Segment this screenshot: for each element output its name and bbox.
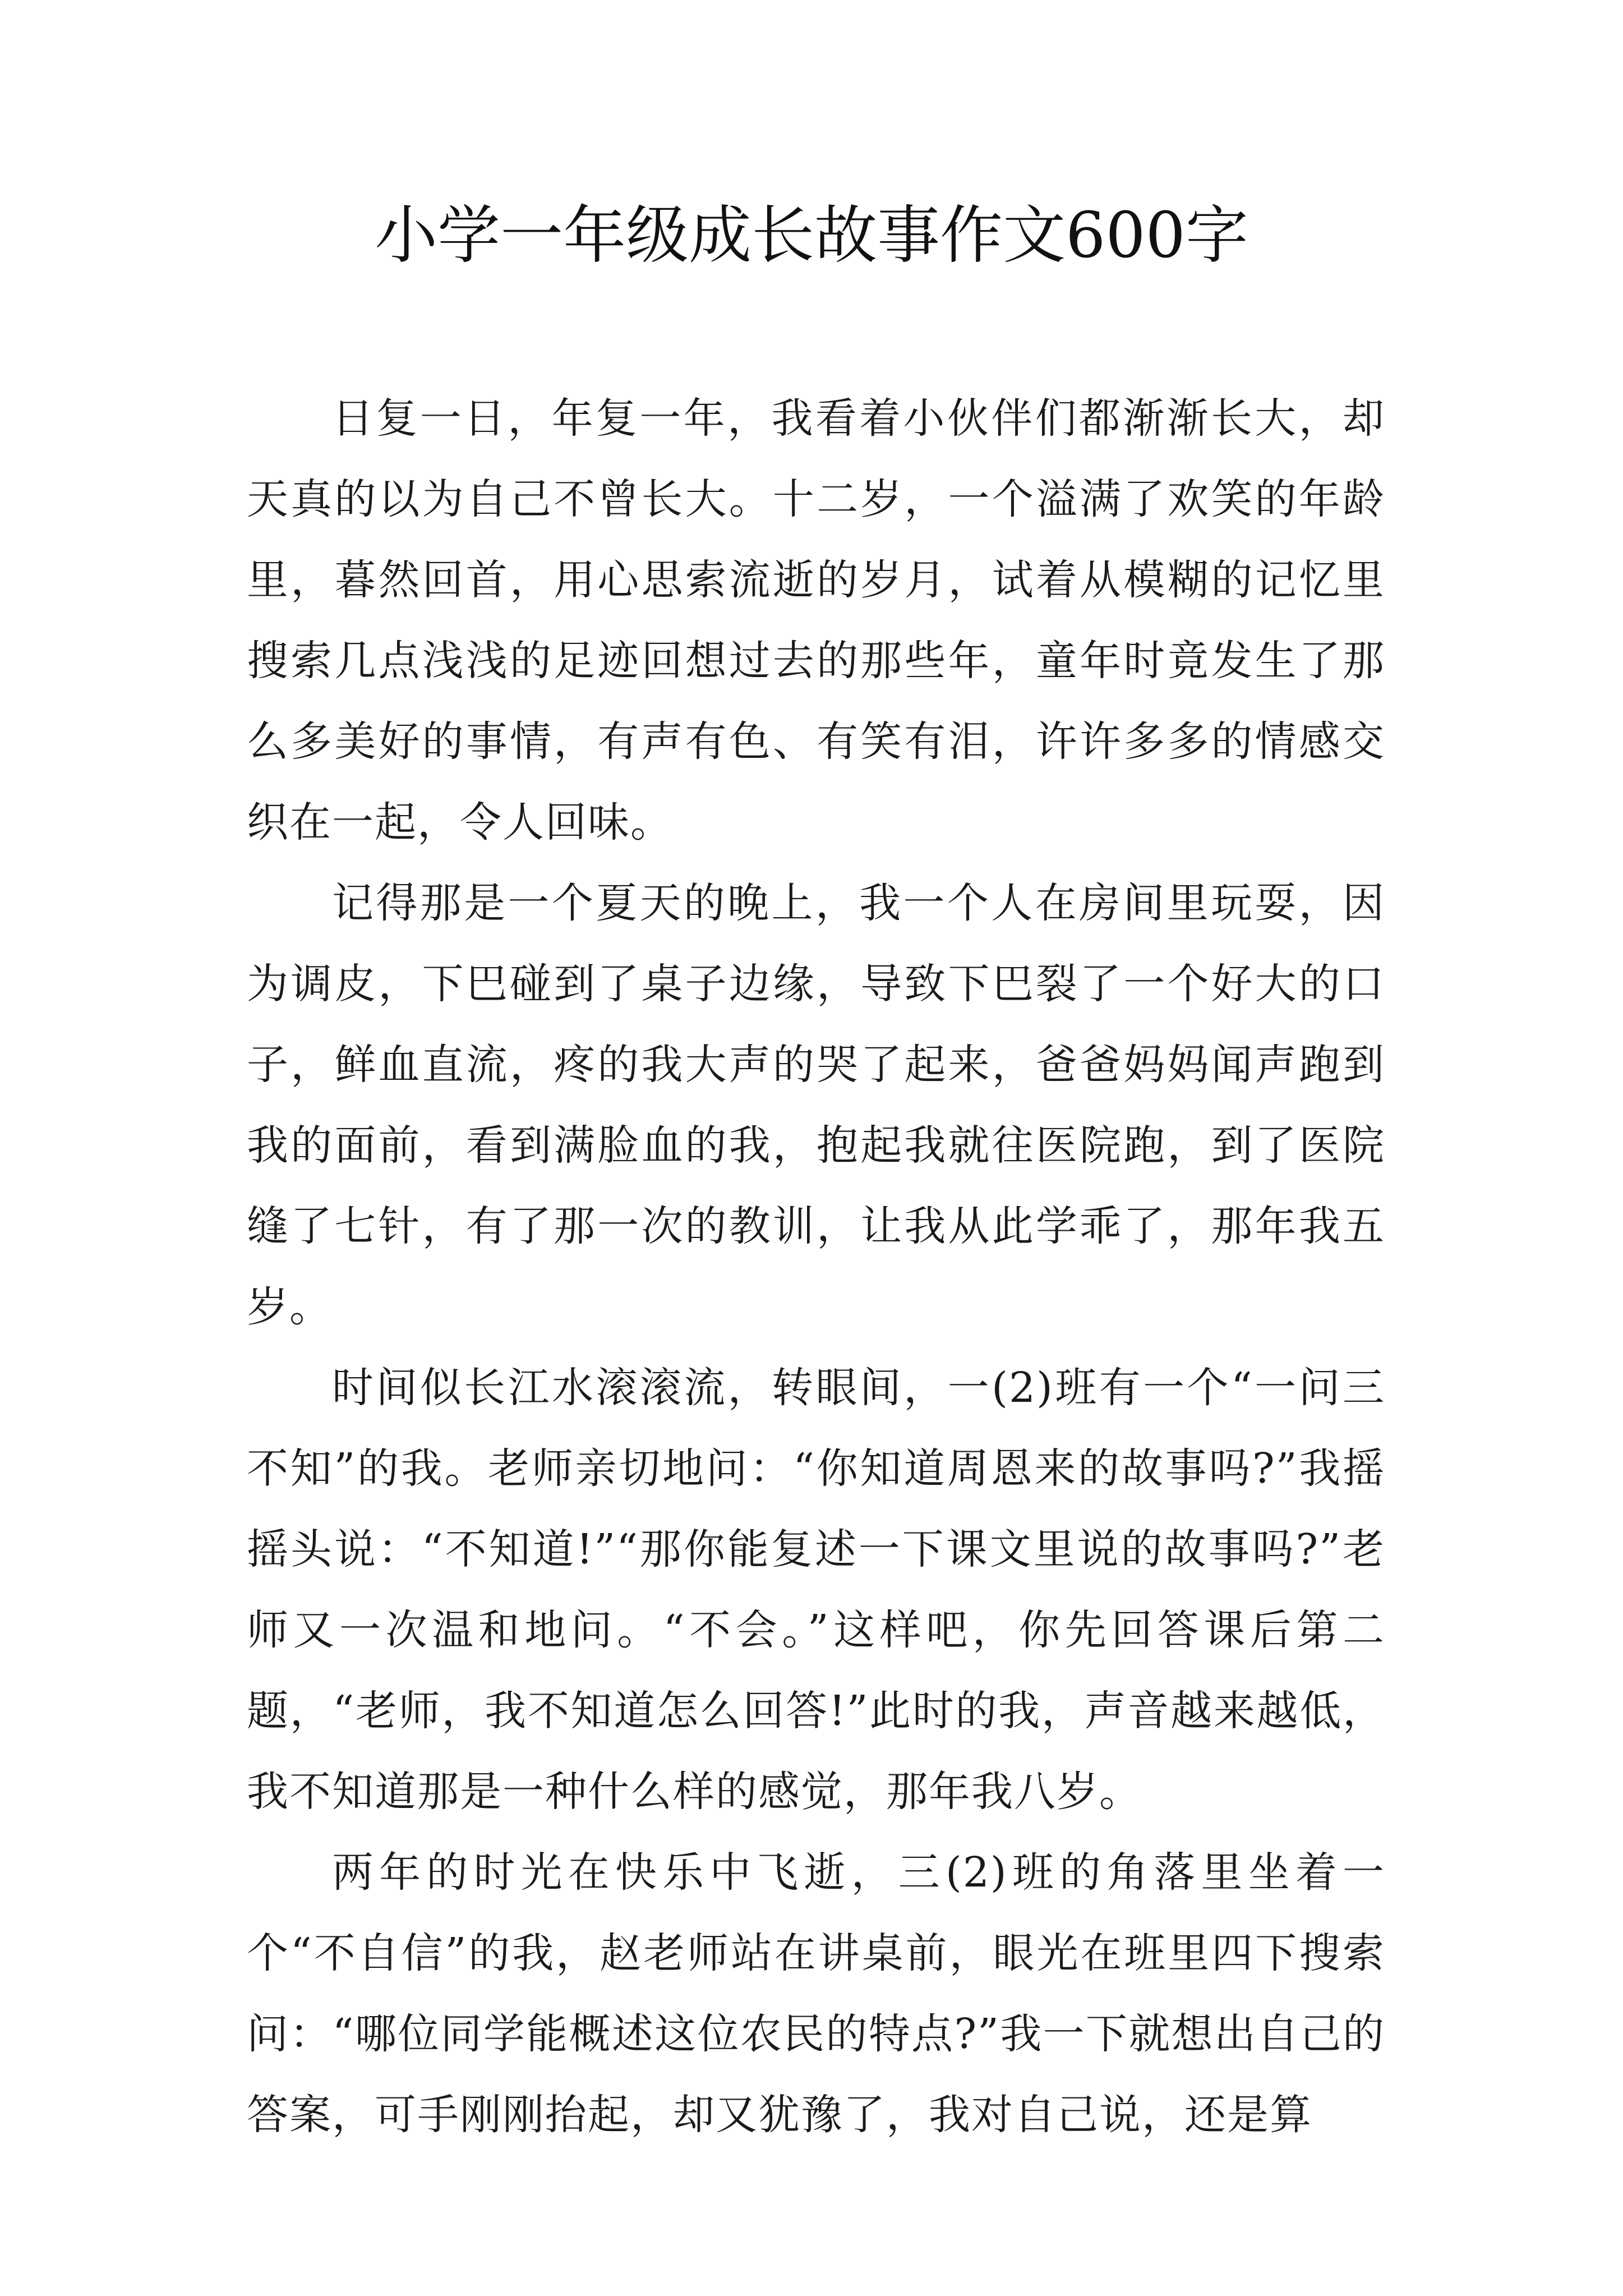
paragraph-2: 记得那是一个夏天的晚上，我一个人在房间里玩耍，因为调皮，下巴碰到了桌子边缘，导致下巴裂了一个好大的口子，鲜血直流，疼的我大声的哭了起来，爸爸妈妈闻声跑到我的面前，看到满脸血的我，抱起我就往医院跑，到了医院缝了七针，有了那一次的教训，让我从此学乖了，那年我五岁。 <box>247 879 1385 1331</box>
paragraph-3: 时间似长江水滚滚流，转眼间，一(2)班有一个“一问三不知”的我。老师亲切地问：“你知道周恩来的故事吗?”我摇摇头说：“不知道!”“那你能复述一下课文里说的故事吗?”老师又一次温和地问。“不会。”这样吧，你先回答课后第二题，“老师，我不知道怎么回答!”此时的我，声音越来越低，我不知道那是一种什么样的感觉，那年我八岁。 <box>247 1364 1385 1816</box>
paragraph-1: 日复一日，年复一年，我看着小伙伴们都渐渐长大，却天真的以为自己不曾长大。十二岁，一个溢满了欢笑的年龄里，暮然回首，用心思索流逝的岁月，试着从模糊的记忆里搜索几点浅浅的足迹回想过去的那些年，童年时竟发生了那么多美好的事情，有声有色、有笑有泪，许许多多的情感交织在一起，令人回味。 <box>247 394 1385 846</box>
document-title: 小学一年级成长故事作文600字 <box>375 199 1248 272</box>
document-body <box>247 378 1385 2155</box>
paragraph-4: 两年的时光在快乐中飞逝，三(2)班的角落里坐着一个“不自信”的我，赵老师站在讲桌前，眼光在班里四下搜索问：“哪位同学能概述这位农民的特点?”我一下就想出自己的答案，可手刚刚抬起，却又犹豫了，我对自己说，还是算 <box>247 1848 1385 2139</box>
